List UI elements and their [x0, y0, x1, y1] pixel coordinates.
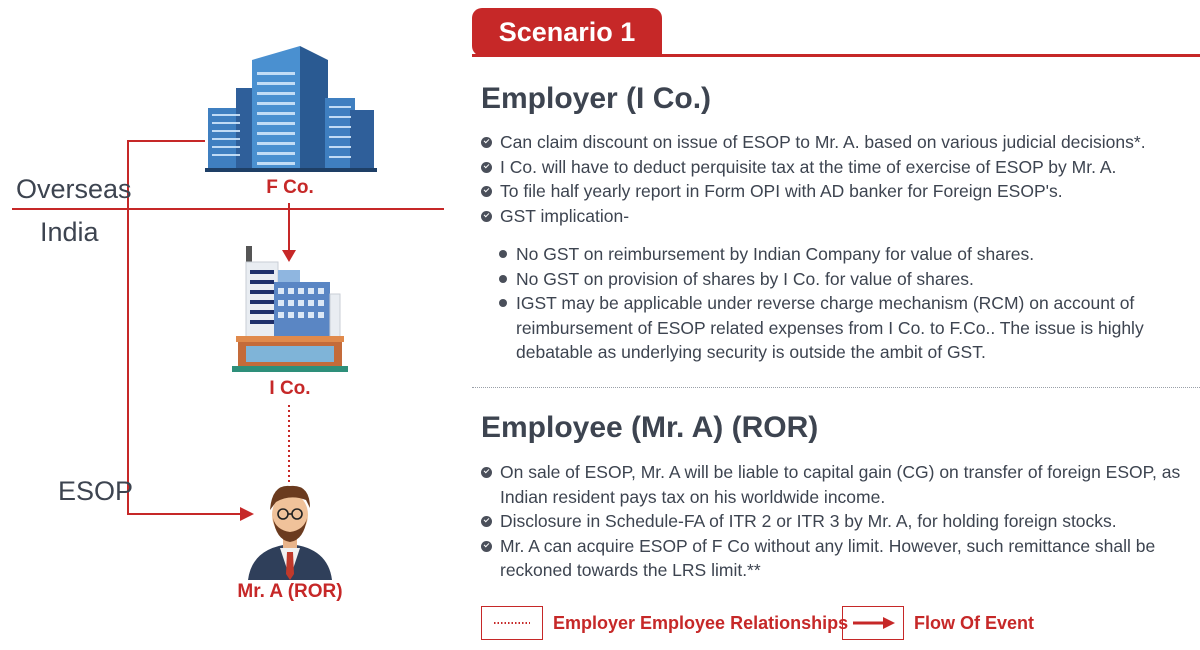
foreign-company-label: F Co. [266, 177, 314, 198]
relationship-legend-swatch [481, 606, 543, 640]
india-region-label: India [40, 217, 99, 247]
flow-legend-swatch [842, 606, 904, 640]
entity-flow-diagram [0, 0, 460, 650]
indian-company-building-icon [232, 246, 348, 372]
scenario-tab: Scenario 1 [472, 8, 662, 56]
fco-to-ico-arrowhead [282, 250, 296, 262]
foreign-company-building-icon [205, 46, 377, 172]
esop-arrowhead [240, 507, 254, 521]
list-item: To file half yearly report in Form OPI with AD banker for Foreign ESOP's. [481, 179, 1193, 204]
flow-legend-label: Flow Of Event [914, 613, 1035, 633]
employee-section-title: Employee (Mr. A) (ROR) [481, 411, 819, 444]
dotted-line-icon [482, 607, 542, 639]
list-item: GST implication- [481, 204, 1193, 229]
employee-avatar-icon [248, 486, 332, 580]
list-item: IGST may be applicable under reverse charge mechanism (RCM) on account of reimbursement of ESOP related expenses from I Co. to F.Co.. The issue is highly debatable as underlying security is outside the ambit of GST. [499, 291, 1159, 365]
section-divider [472, 387, 1200, 388]
esop-flow-label: ESOP [58, 476, 134, 506]
list-item: No GST on provision of shares by I Co. for value of shares. [499, 267, 1159, 292]
arrow-right-icon [843, 607, 903, 639]
relationship-legend-label: Employer Employee Relationships [553, 613, 849, 633]
list-item: I Co. will have to deduct perquisite tax at the time of exercise of ESOP by Mr. A. [481, 155, 1193, 180]
employee-label: Mr. A (ROR) [237, 581, 343, 602]
employee-points-list [481, 460, 1193, 583]
list-item: Can claim discount on issue of ESOP to Mr. A. based on various judicial decisions*. [481, 130, 1193, 155]
list-item: On sale of ESOP, Mr. A will be liable to capital gain (CG) on transfer of foreign ESOP, as Indian resident pays tax on his worldwide income. [481, 460, 1193, 509]
employer-section-title: Employer (I Co.) [481, 82, 712, 115]
diagram-canvas [0, 0, 460, 650]
indian-company-label: I Co. [269, 378, 311, 399]
scenario-tab-underline [472, 54, 1200, 57]
list-item: Mr. A can acquire ESOP of F Co without any limit. However, such remittance shall be reckoned towards the LRS limit.** [481, 534, 1193, 583]
overseas-region-label: Overseas [16, 174, 132, 204]
list-item: Disclosure in Schedule-FA of ITR 2 or ITR 3 by Mr. A, for holding foreign stocks. [481, 509, 1193, 534]
employer-points-list [481, 130, 1193, 228]
list-item: No GST on reimbursement by Indian Company for value of shares. [499, 242, 1159, 267]
gst-implication-list [499, 242, 1159, 365]
